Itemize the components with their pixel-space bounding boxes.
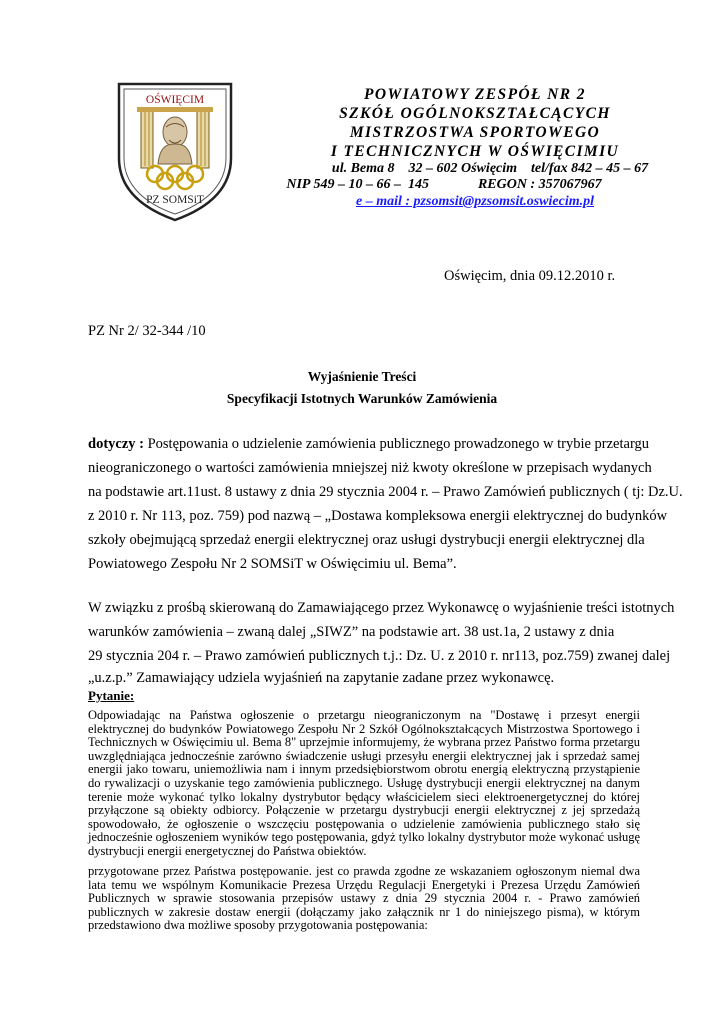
date-line: Oświęcim, dnia 09.12.2010 r. [444,268,616,284]
reference-number: PZ Nr 2/ 32-344 /10 [88,323,206,339]
header-line-3: MISTRZOSTWA SPORTOWEGO [349,124,601,141]
header-address: ul. Bema 8 32 – 602 Oświęcim tel/fax 842 – 45 – 67 [331,161,649,176]
header-line-2: SZKÓŁ OGÓLNOKSZTAŁCĄCYCH [339,105,611,122]
logo-bottom-text: PZ SOMSiT [146,194,204,206]
wzwiazku-line-1: W związku z prośbą skierowaną do Zamawiającego przez Wykonawcę o wyjaśnienie treści istotnych [88,600,675,616]
header-line-4: I TECHNICZNYCH W OŚWIĘCIMIU [330,143,620,160]
crest-icon [111,80,239,222]
school-logo [111,80,239,222]
wzwiazku-line-4: „u.z.p.” Zamawiający udziela wyjaśnień na zapytanie zadane przez wykonawcę. [88,670,555,686]
question-paragraph-1: Odpowiadając na Państwa ogłoszenie o przetargu nieograniczonym na "Dostawę i przesyt energii elektrycznej do budynków Powiatowego Zespołu Nr 2 Szkół Ogólnokształcących Mistrzostwa Sportowego i Technicznych w Oświęcimiu ul. Bema 8" uprzejmie informujemy, że wybrana przez Państwo forma przetargu uwzględniająca jednocześnie zarówno świadczenie usługi przesyłu energii elektrycznej jak i sprzedaż samej energii jako towaru, uniemożliwia nam i innym przedsiębiorstwom obrotu energią elektryczną przystąpienie do rywalizacji o uzyskanie tego zamówienia publicznego. Usługę dystrybucji energii elektrycznej na danym terenie może wykonać tylko lokalny dystrybutor będący właścicielem sieci elektroenergetycznej do której przyłączone są obiekty odbiorcy. Połączenie w przetargu dystrybucji energii elektrycznej z jej sprzedażą spowodowało, że ogłoszenie o wszczęciu postępowania o udzielenie zamówienia publicznego stało się jednocześnie ogłoszeniem wyników tego postępowania, gdyż tylko lokalny dystrybutor może wykonać usługę dystrybucji energii energetycznej do Państwa obiektów. [88,708,640,858]
document-title-line-1: Wyjaśnienie Treści [307,369,417,384]
logo-top-text: OŚWIĘCIM [145,94,205,106]
wzwiazku-line-2: warunków zamówienia – zwaną dalej „SIWZ” na podstawie art. 38 ust.1a, 2 ustawy z dnia [88,624,615,640]
header-line-1: POWIATOWY ZESPÓŁ NR 2 [364,86,586,103]
header-email-link[interactable]: e – mail : pzsomsit@pzsomsit.oswiecim.pl [356,194,594,209]
dotyczy-line-1: dotyczy : Postępowania o udzielenie zamówienia publicznego prowadzonego w trybie przetargu [88,436,650,452]
dotyczy-line-6: Powiatowego Zespołu Nr 2 SOMSiT w Oświęcimiu ul. Bema”. [88,556,457,572]
header-nip-regon: NIP 549 – 10 – 66 – 145 REGON : 357067967 [286,177,602,192]
dotyczy-line-4: z 2010 r. Nr 113, poz. 759) pod nazwą – „Dostawa kompleksowa energii elektrycznej do budynków [88,508,668,524]
question-paragraph-2: przygotowane przez Państwa postępowanie. jest co prawda zgodne ze wskazaniem ogłoszonym niemal dwa lata temu we wspólnym Komunikacie Prezesa Urzędu Regulacji Energetyki i Prezesa Urzędu Zamówień Publicznych w sprawie stosowania przepisów ustawy z dnia 29 stycznia 2004 r. - Prawo zamówień publicznych w zakresie dostaw energii (dołączamy jako załącznik nr 1 do niniejszego pisma), w którym przedstawiono dwa możliwe sposoby przygotowania postępowania: [88,864,640,933]
document-title-line-2: Specyfikacji Istotnych Warunków Zamówienia [226,391,498,406]
dotyczy-label: dotyczy : [88,436,144,452]
dotyczy-line-2: nieograniczonego o wartości zamówienia mniejszej niż kwoty określone w przepisach wydanych [88,460,652,476]
dotyczy-line-5: szkoły obejmującą sprzedaż energii elektrycznej oraz usługi dystrybucji energii elektrycznej dla [88,532,645,548]
wzwiazku-line-3: 29 stycznia 204 r. – Prawo zamówień publicznych t.j.: Dz. U. z 2010 r. nr113, poz.759) zwanej dalej [88,648,671,664]
dotyczy-line-3: na podstawie art.11ust. 8 ustawy z dnia 29 stycznia 2004 r. – Prawo Zamówień publicznych ( tj: Dz.U. [88,484,683,500]
pytanie-label: Pytanie: [88,688,135,703]
